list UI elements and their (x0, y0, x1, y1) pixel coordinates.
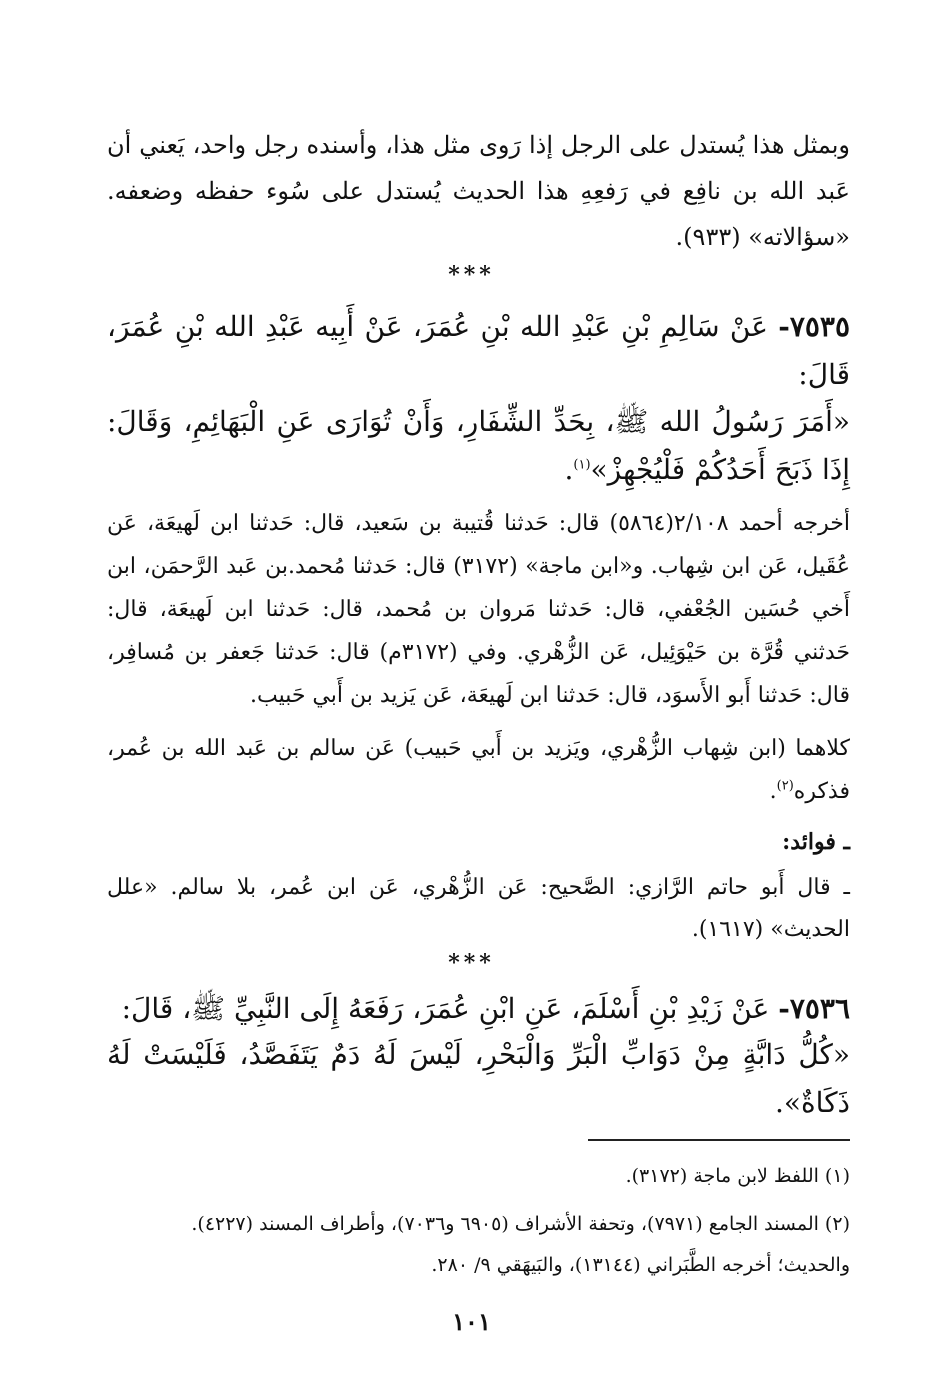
fawaid-paragraph: ـ قال أَبو حاتم الرَّازي: الصَّحيح: عَن الزُّهْري، عَن ابن عُمر، بلا سالم. «علل الحديث» (١٦١٧). (107, 875, 850, 942)
intro-paragraph: وبمثل هذا يُستدل على الرجل إذا رَوى مثل هذا، وأسنده رجل واحد، يَعني أن عَبد الله بن نافِع في رَفعِهِ هذا الحديث يُستدل على سُوء حفظه وضعفه. «سؤالاته» (٩٣٣). (107, 131, 851, 251)
page-number: ١٠١ (452, 1307, 491, 1336)
hadith-matn-end: . (564, 453, 574, 486)
section-separator: *** (448, 262, 495, 288)
hadith-7536-chain (107, 985, 850, 1033)
summary-paragraph (107, 727, 850, 813)
summary-text: كلاهما (ابن شِهاب الزُّهْري، ويَزيد بن أَبي حَبيب) عَن سالم بن عَبد الله بن عُمر، فذكره (107, 736, 850, 804)
summary-end: . (769, 779, 777, 804)
footnote-ref-2: (٢) (776, 778, 794, 794)
footnote-2: (٢) المسند الجامع (٧٩٧١)، وتحفة الأشراف (٦٩٠٥ و٧٠٣٦)، وأطراف المسند (٤٢٢٧). (191, 1213, 850, 1235)
hadith-number: ٧٥٣٦- (778, 992, 850, 1025)
section-separator: *** (448, 950, 495, 976)
hadith-number: ٧٥٣٥- (778, 310, 850, 343)
footnote-1: (١) اللفظ لابن ماجة (٣١٧٢). (625, 1165, 850, 1187)
footnote-2-continued: والحديث؛ أخرجه الطَّبَراني (١٣١٤٤)، والبَيهَقي ٩/ ٢٨٠. (431, 1254, 850, 1276)
footnote-divider (588, 1139, 850, 1141)
hadith-7535-text (107, 398, 850, 494)
hadith-7535-chain (107, 303, 850, 399)
hadith-chain-text: عَنْ زَيْدِ بْنِ أَسْلَمَ، عَنِ ابْنِ عُمَرَ، رَفَعَهُ إِلَى النَّبِيِّ ﷺ، قَالَ: (121, 992, 770, 1025)
fawaid-heading: ـ فوائد: (782, 829, 850, 855)
takhrij-paragraph: أخرجه أحمد ٢/١٠٨(٥٨٦٤) قال: حَدثنا قُتيبة بن سَعيد، قال: حَدثنا ابن لَهيعَة، عَن عُقَيل، عَن ابن شِهاب. و«ابن ماجة» (٣١٧٢) قال: حَدثنا مُحمد.بن عَبد الرَّحمَن، ابن أَخي حُسَين الجُعْفي، قال: حَدثنا مَروان بن مُحمد، قال: حَدثنا ابن لَهيعَة، قال: حَدثني قُرَّة بن حَيْوَئِيل، عَن الزُّهْري. وفي (٣١٧٢م) قال: حَدثنا جَعفر بن مُسافِر، قال: حَدثنا أَبو الأَسوَد، قال: حَدثنا ابن لَهيعَة، عَن يَزيد بن أَبي حَبيب. (107, 511, 851, 708)
hadith-7536-text: «كُلُّ دَابَّةٍ مِنْ دَوَابِّ الْبَرِّ وَالْبَحْرِ، لَيْسَ لَهُ دَمٌ يَتَفَصَّدُ، فَلَيْسَتْ لَهُ ذَكَاةٌ». (107, 1038, 850, 1119)
hadith-chain-text: عَنْ سَالِمِ بْنِ عَبْدِ الله بْنِ عُمَرَ، عَنْ أَبِيه عَبْدِ الله بْنِ عُمَرَ، قَالَ: (107, 310, 850, 391)
footnote-ref-1: (١) (573, 457, 591, 473)
hadith-matn: «أَمَرَ رَسُولُ الله ﷺ، بِحَدِّ الشِّفَارِ، وَأَنْ تُوَارَى عَنِ الْبَهَائِمِ، وَقَالَ: إِذَا ذَبَحَ أَحَدُكُمْ فَلْيُجْهِزْ» (107, 405, 850, 486)
